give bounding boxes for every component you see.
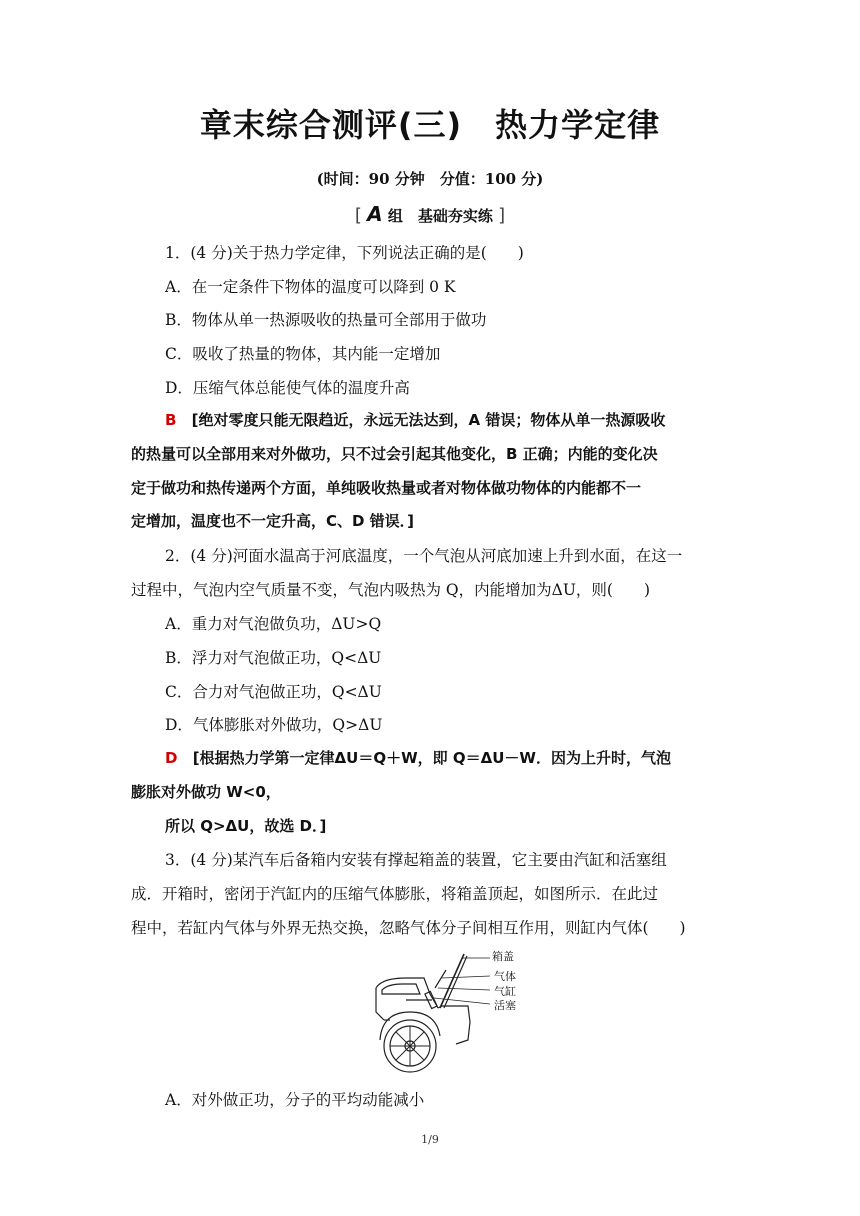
question-1-answer (165, 409, 665, 430)
group-letter: A (367, 202, 383, 226)
answer-text: 的热量可以全部用来对外做功，只不过会引起其他变化，B 正确；内能的变化决 (131, 445, 658, 463)
answer-text: 膨胀对外做功 W<0， (131, 783, 281, 801)
figure-label-cylinder: 气缸 (494, 985, 516, 998)
question-1-option-a: A．在一定条件下物体的温度可以降到 0 K (165, 278, 456, 296)
question-3-stem: 程中，若缸内气体与外界无热交换，忽略气体分子间相互作用，则缸内气体( ) (131, 919, 686, 937)
bracket-close: ] (498, 205, 506, 226)
question-1-option-c: C．吸收了热量的物体，其内能一定增加 (165, 345, 441, 363)
question-1-option-d: D．压缩气体总能使气体的温度升高 (165, 379, 410, 397)
figure-label-lid: 箱盖 (492, 950, 514, 963)
answer-text: [根据热力学第一定律ΔU＝Q＋W，即 Q＝ΔU－W．因为上升时，气泡 (192, 749, 671, 767)
bracket-open: [ (354, 205, 362, 226)
group-title: 组 基础夯实练 (387, 207, 493, 225)
exam-meta: (时间：90 分钟 分值：100 分) (316, 170, 544, 188)
question-2-stem: 2．(4 分)河面水温高于河底温度，一个气泡从河底加速上升到水面，在这一 (165, 547, 683, 565)
section-header (0, 202, 860, 226)
question-2-stem: 过程中，气泡内空气质量不变，气泡内吸热为 Q，内能增加为ΔU，则( ) (131, 581, 650, 599)
question-2-answer (165, 747, 671, 768)
question-2-option-b: B．浮力对气泡做正功，Q<ΔU (165, 649, 382, 667)
question-3-option-a: A．对外做正功，分子的平均动能减小 (165, 1091, 425, 1109)
answer-key: B (165, 411, 177, 429)
answer-key: D (165, 749, 178, 767)
question-3-stem: 3．(4 分)某汽车后备箱内安装有撑起箱盖的装置，它主要由汽缸和活塞组 (165, 851, 667, 869)
question-1-option-b: B．物体从单一热源吸收的热量可全部用于做功 (165, 311, 487, 329)
question-1-stem: 1．(4 分)关于热力学定律，下列说法正确的是( ) (165, 244, 524, 262)
car-trunk-figure (372, 948, 532, 1076)
answer-text: 定增加，温度也不一定升高，C、D 错误．] (131, 512, 415, 530)
answer-text: 定于做功和热传递两个方面，单纯吸收热量或者对物体做功物体的内能都不一 (131, 479, 642, 497)
page-number: 1/9 (421, 1133, 439, 1146)
answer-text: 所以 Q>ΔU，故选 D．] (165, 817, 327, 835)
question-2-option-c: C．合力对气泡做正功，Q<ΔU (165, 683, 382, 701)
figure-label-piston: 活塞 (494, 999, 516, 1012)
figure-label-gas: 气体 (494, 970, 516, 983)
page-title: 章末综合测评(三) 热力学定律 (199, 106, 661, 144)
question-3-stem: 成．开箱时，密闭于汽缸内的压缩气体膨胀，将箱盖顶起，如图所示．在此过 (131, 885, 659, 903)
answer-text: [绝对零度只能无限趋近，永远无法达到，A 错误；物体从单一热源吸收 (191, 411, 666, 429)
question-2-option-a: A．重力对气泡做负功，ΔU>Q (165, 615, 382, 633)
question-2-option-d: D．气体膨胀对外做功，Q>ΔU (165, 716, 383, 734)
